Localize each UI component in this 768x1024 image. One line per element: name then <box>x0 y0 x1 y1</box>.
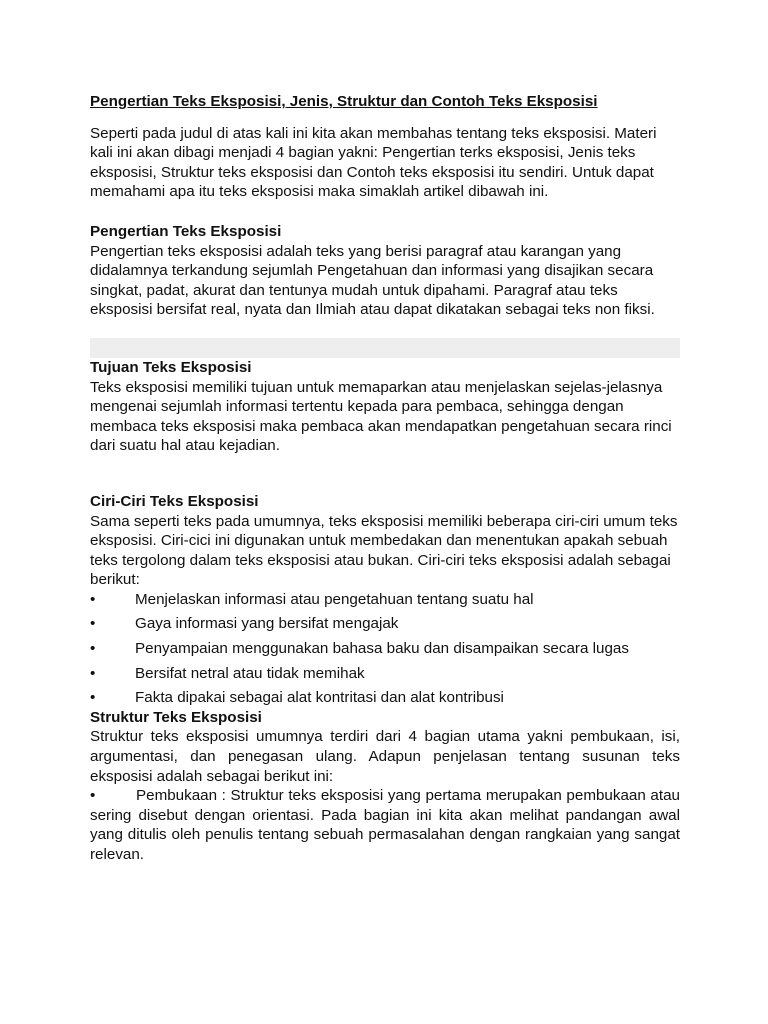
document-page <box>90 92 680 865</box>
list-item <box>90 688 680 708</box>
list-item <box>90 664 680 689</box>
section-heading-pengertian: Pengertian Teks Eksposisi <box>90 222 282 240</box>
list-item-text: Bersifat netral atau tidak memihak <box>135 664 365 682</box>
section-body-struktur: Struktur teks eksposisi umumnya terdiri dari 4 bagian utama yakni pembukaan, isi, argumentasi, dan penegasan ulang. Adapun penjelasan tentang susunan teks eksposisi adalah sebagai berikut ini: <box>90 728 680 785</box>
list-item <box>90 639 680 664</box>
intro-paragraph: Seperti pada judul di atas kali ini kita akan membahas tentang teks eksposisi. Materi kali ini akan dibagi menjadi 4 bagian yakni: Pengertian terks eksposisi, Jenis teks eksposisi, Struktur teks eksposisi dan Contoh teks eksposisi itu sendiri. Untuk dapat memahami apa itu teks eksposisi maka simaklah artikel dibawah ini. <box>90 124 657 201</box>
struktur-bullet-item <box>90 786 680 864</box>
bullet-icon: • <box>90 640 96 658</box>
list-item-text: Menjelaskan informasi atau pengetahuan tentang suatu hal <box>135 590 534 608</box>
list-item-text: Gaya informasi yang bersifat mengajak <box>135 615 399 633</box>
document-title: Pengertian Teks Eksposisi, Jenis, Struktur dan Contoh Teks Eksposisi <box>90 93 598 110</box>
section-body-tujuan: Teks eksposisi memiliki tujuan untuk memaparkan atau menjelaskan sejelas-jelasnya mengenai sejumlah informasi tertentu kepada para pembaca, sehingga dengan membaca teks eksposisi maka pembaca akan mendapatkan pengetahuan secara rinci dari suatu hal atau kejadian. <box>90 378 672 455</box>
section-heading-ciri: Ciri-Ciri Teks Eksposisi <box>90 492 259 510</box>
bullet-icon: • <box>90 664 96 682</box>
section-body-ciri: Sama seperti teks pada umumnya, teks eksposisi memiliki beberapa ciri-ciri umum teks eksposisi. Ciri-cici ini digunakan untuk membedakan dan menentukan apakah sebuah teks tergolong dalam teks eksposisi atau bukan. Ciri-ciri teks eksposisi adalah sebagai berikut: <box>90 512 678 589</box>
list-item <box>90 590 680 615</box>
list-item <box>90 614 680 639</box>
list-item-text: Fakta dipakai sebagai alat kontritasi dan alat kontribusi <box>135 689 504 707</box>
bullet-icon: • <box>90 590 96 608</box>
grey-divider-bar <box>90 338 680 358</box>
ciri-bullet-list <box>90 590 680 708</box>
bullet-icon: • <box>90 615 96 633</box>
spacer <box>90 456 680 492</box>
bullet-icon: • <box>90 689 96 707</box>
list-item-text: Penyampaian menggunakan bahasa baku dan disampaikan secara lugas <box>135 640 629 658</box>
list-item-text: Pembukaan : Struktur teks eksposisi yang pertama merupakan pembukaan atau sering disebut dengan orientasi. Pada bagian ini kita akan melihat pandangan awal yang ditulis oleh penulis tentang sebuah permasalahan dengan rangkaian yang sangat relevan. <box>90 787 680 863</box>
spacer <box>90 320 680 338</box>
spacer <box>90 202 680 222</box>
section-body-pengertian: Pengertian teks eksposisi adalah teks yang berisi paragraf atau karangan yang didalamnya terkandung sejumlah Pengetahuan dan informasi yang disajikan secara singkat, padat, akurat dan tentunya mudah untuk dipahami. Paragraf atau teks eksposisi bersifat real, nyata dan Ilmiah atau dapat dikatakan sebagai teks non fiksi. <box>90 242 655 319</box>
section-heading-tujuan: Tujuan Teks Eksposisi <box>90 358 252 376</box>
section-heading-struktur: Struktur Teks Eksposisi <box>90 708 262 726</box>
bullet-icon: • <box>90 787 96 805</box>
